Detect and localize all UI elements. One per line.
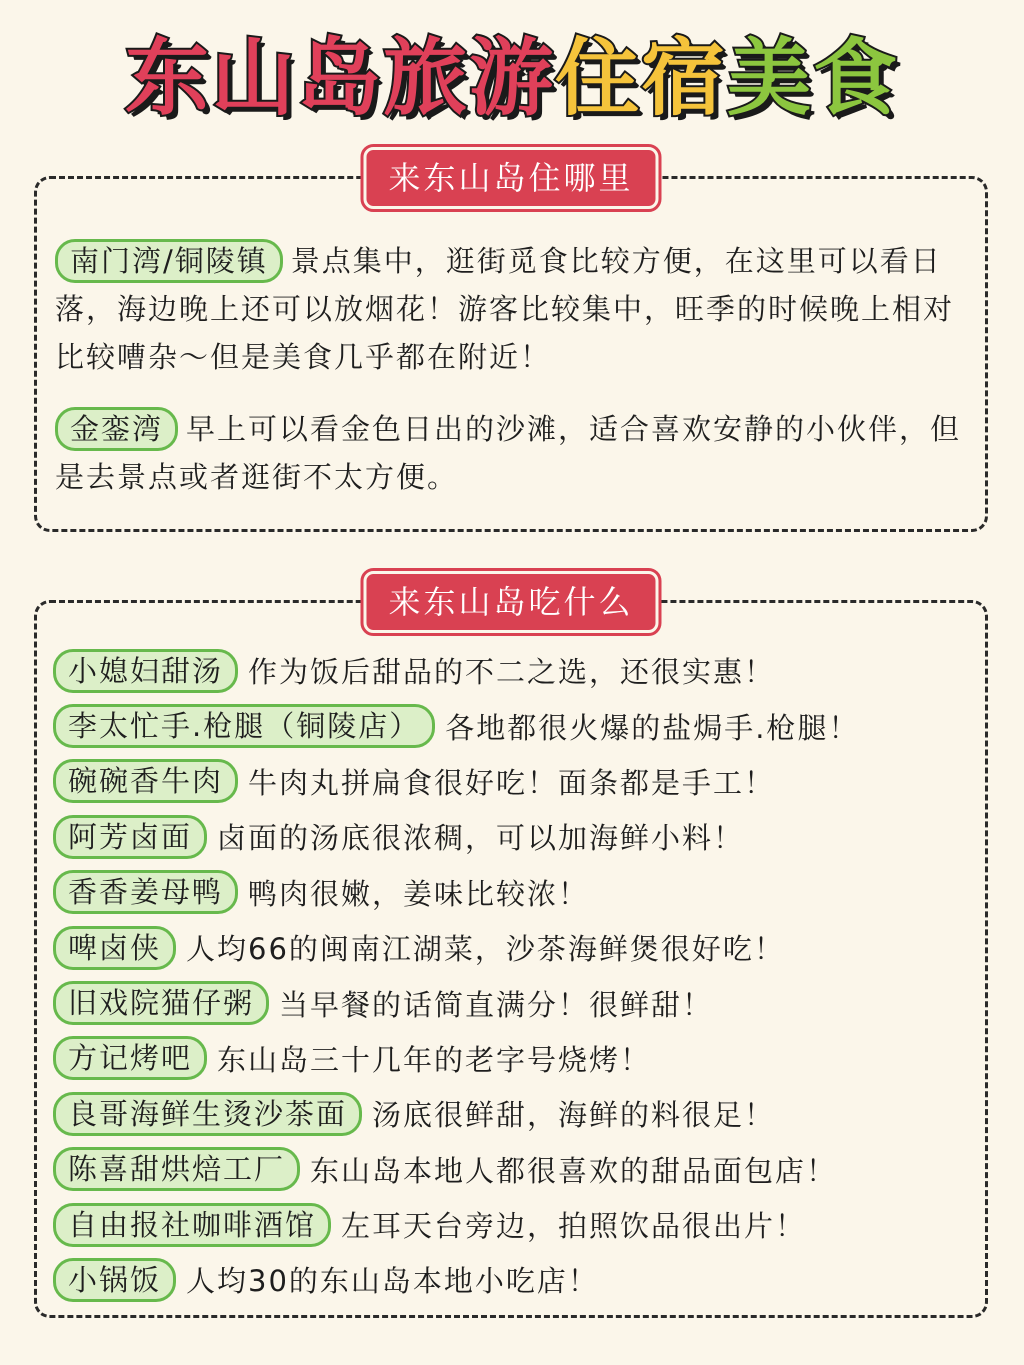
stay-place-2 <box>55 405 975 501</box>
list-item <box>53 920 983 975</box>
list-item <box>53 1086 983 1141</box>
food-desc: 人均30的东山岛本地小吃店！ <box>186 1264 599 1299</box>
title-part-3: 美食 <box>727 29 900 127</box>
place-desc: 早上可以看金色日出的沙滩，适合喜欢安静的小伙伴，但是去景点或者逛街不太方便。 <box>55 412 962 494</box>
stay-place-1 <box>55 237 975 381</box>
food-tag: 陈喜甜烘焙工厂 <box>53 1147 300 1191</box>
food-tag: 小媳妇甜汤 <box>53 649 238 693</box>
food-desc: 牛肉丸拼扁食很好吃！面条都是手工！ <box>248 765 776 800</box>
list-item <box>53 754 983 809</box>
list-item <box>53 865 983 920</box>
food-desc: 左耳天台旁边，拍照饮品很出片！ <box>341 1209 807 1244</box>
list-item <box>53 698 983 753</box>
title-part-1: 东山岛旅游 <box>124 29 555 127</box>
list-item <box>53 809 983 864</box>
food-section <box>34 583 988 1318</box>
place-tag: 南门湾/铜陵镇 <box>55 239 283 283</box>
food-section-label: 来东山岛吃什么 <box>363 571 658 633</box>
food-list <box>53 643 983 1308</box>
food-desc: 卤面的汤底很浓稠，可以加海鲜小料！ <box>217 821 745 856</box>
place-tag: 金銮湾 <box>55 407 178 451</box>
list-item <box>53 1197 983 1252</box>
list-item <box>53 1252 983 1307</box>
food-tag: 李太忙手.枪腿（铜陵店） <box>53 704 435 748</box>
list-item <box>53 643 983 698</box>
list-item <box>53 975 983 1030</box>
food-tag: 小锅饭 <box>53 1258 176 1302</box>
food-desc: 东山岛三十几年的老字号烧烤！ <box>217 1042 652 1077</box>
food-tag: 啤卤侠 <box>53 926 176 970</box>
list-item <box>53 1031 983 1086</box>
food-tag: 旧戏院猫仔粥 <box>53 981 269 1025</box>
food-tag: 方记烤吧 <box>53 1036 207 1080</box>
food-desc: 鸭肉很嫩，姜味比较浓！ <box>248 876 590 911</box>
stay-section-label: 来东山岛住哪里 <box>363 147 658 209</box>
place-desc: 景点集中，逛街觅食比较方便，在这里可以看日落，海边晚上还可以放烟花！游客比较集中，旺季的时候晚上相对比较嘈杂～但是美食几乎都在附近！ <box>55 244 955 374</box>
food-desc: 东山岛本地人都很喜欢的甜品面包店！ <box>310 1153 838 1188</box>
food-tag: 香香姜母鸭 <box>53 870 238 914</box>
food-tag: 碗碗香牛肉 <box>53 759 238 803</box>
food-desc: 各地都很火爆的盐焗手.枪腿！ <box>445 710 860 745</box>
title-part-2: 住宿 <box>554 29 727 127</box>
food-tag: 阿芳卤面 <box>53 815 207 859</box>
food-tag: 良哥海鲜生烫沙茶面 <box>53 1092 362 1136</box>
food-desc: 当早餐的话简直满分！很鲜甜！ <box>279 987 714 1022</box>
page-title <box>0 28 1024 128</box>
food-desc: 人均66的闽南江湖菜，沙茶海鲜煲很好吃！ <box>186 932 785 967</box>
food-tag: 自由报社咖啡酒馆 <box>53 1203 331 1247</box>
stay-section <box>34 159 988 532</box>
food-desc: 作为饭后甜品的不二之选，还很实惠！ <box>248 655 776 690</box>
list-item <box>53 1142 983 1197</box>
food-desc: 汤底很鲜甜，海鲜的料很足！ <box>372 1098 776 1133</box>
